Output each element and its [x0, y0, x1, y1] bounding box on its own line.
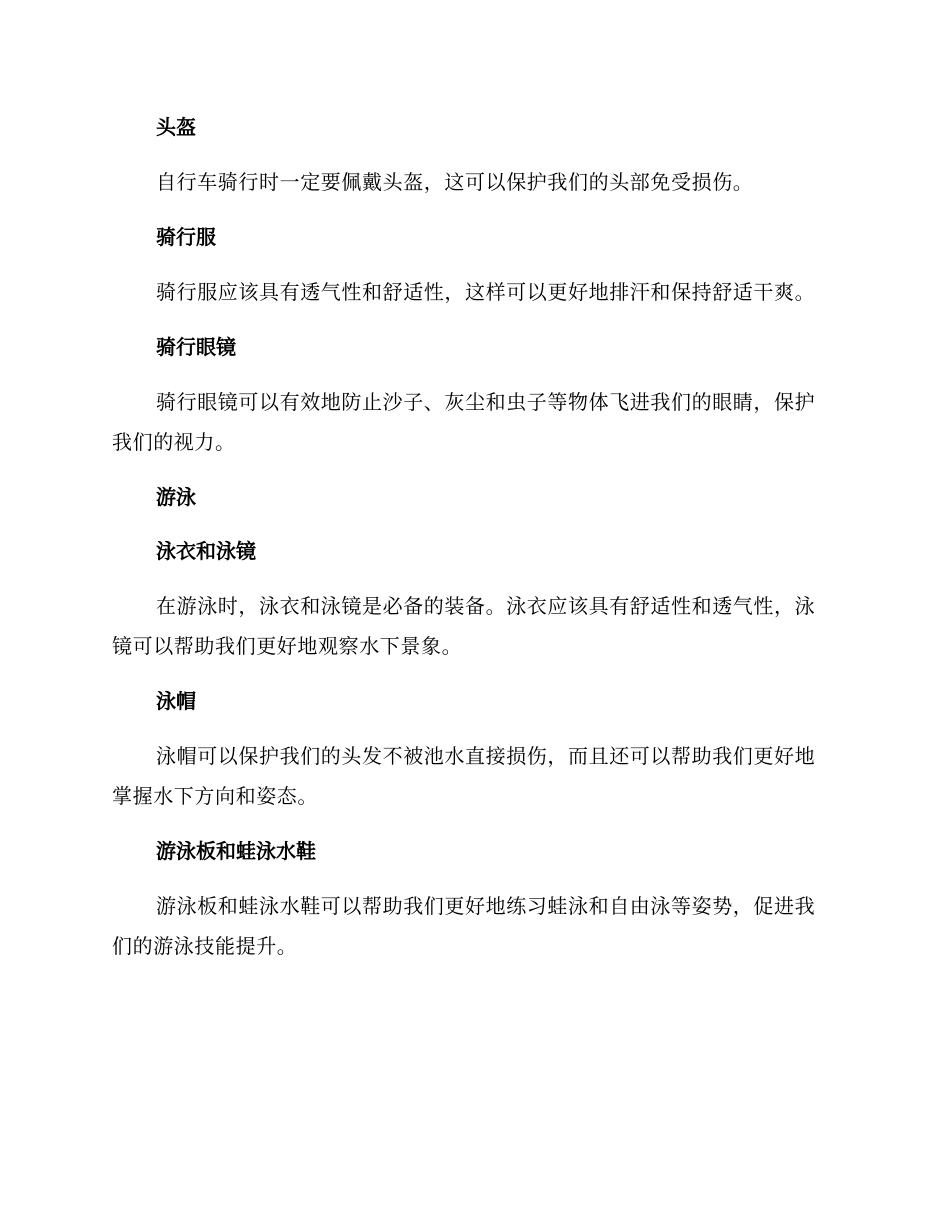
- heading-cycling-glasses: 骑行眼镜: [156, 335, 236, 359]
- heading-helmet: 头盔: [156, 115, 196, 139]
- paragraph-helmet: 自行车骑行时一定要佩戴头盔，这可以保护我们的头部免受损伤。: [156, 170, 754, 194]
- paragraph-kickboard-shoes: 游泳板和蛙泳水鞋可以帮助我们更好地练习蛙泳和自由泳等姿势，促进我们的游泳技能提升。: [112, 894, 816, 958]
- paragraph-cycling-glasses: 骑行眼镜可以有效地防止沙子、灰尘和虫子等物体飞进我们的眼睛，保护我们的视力。: [112, 390, 816, 454]
- heading-kickboard-shoes: 游泳板和蛙泳水鞋: [156, 839, 316, 863]
- heading-swim-cap: 泳帽: [156, 689, 196, 713]
- paragraph-cycling-jersey: 骑行服应该具有透气性和舒适性，这样可以更好地排汗和保持舒适干爽。: [156, 280, 816, 304]
- heading-swimming: 游泳: [156, 485, 196, 509]
- paragraph-swim-cap: 泳帽可以保护我们的头发不被池水直接损伤，而且还可以帮助我们更好地掌握水下方向和姿态。: [112, 744, 816, 808]
- document-page: [112, 108, 832, 982]
- heading-swimsuit-goggles: 泳衣和泳镜: [156, 539, 256, 563]
- paragraph-swimsuit-goggles: 在游泳时，泳衣和泳镜是必备的装备。泳衣应该具有舒适性和透气性，泳镜可以帮助我们更好地观察水下景象。: [112, 594, 816, 658]
- heading-cycling-jersey: 骑行服: [156, 225, 216, 249]
